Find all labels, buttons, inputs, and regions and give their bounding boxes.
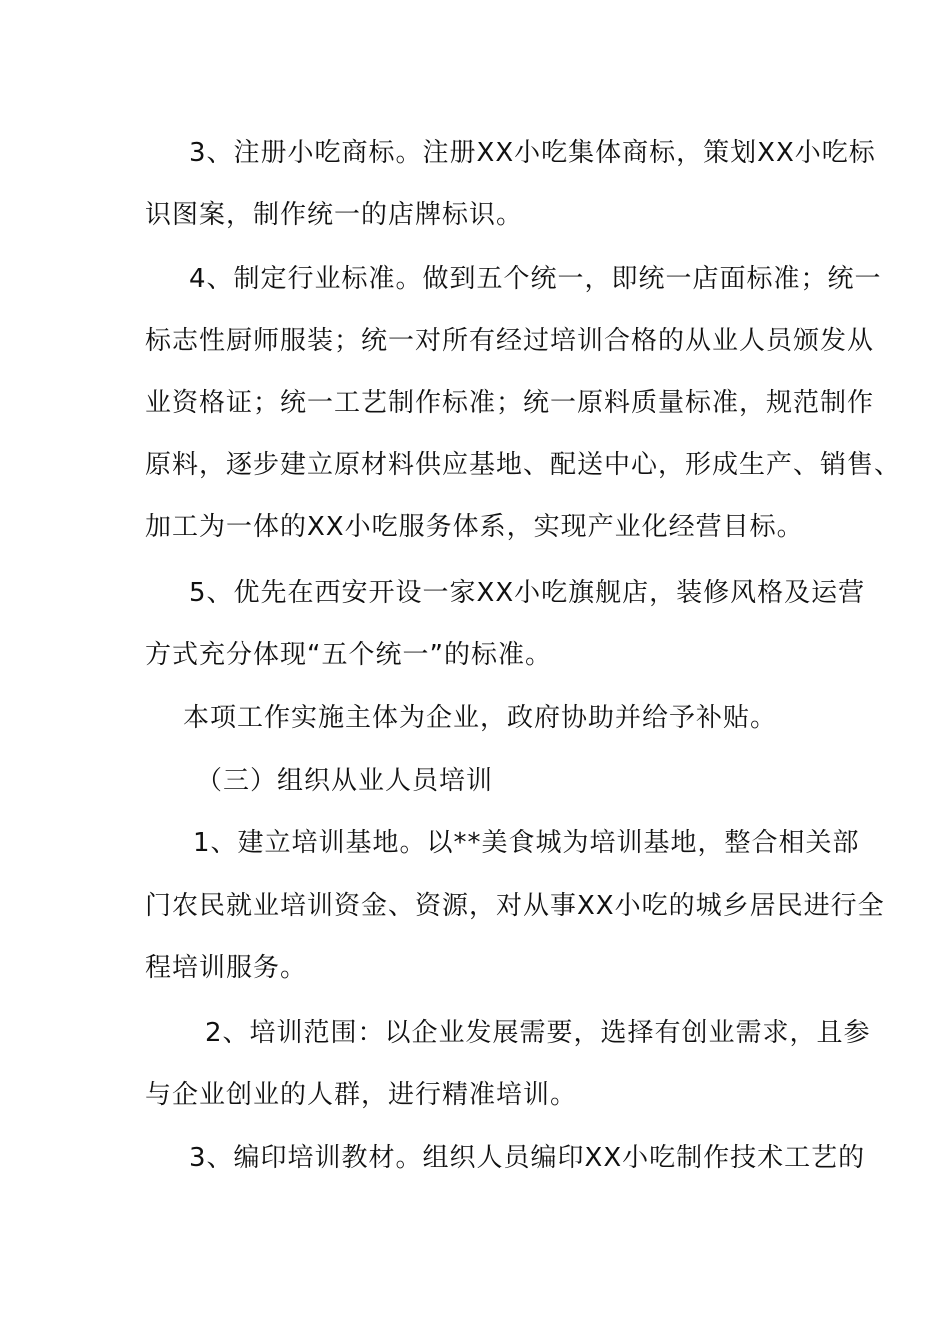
text-line: 加工为一体的XX小吃服务体系，实现产业化经营目标。 bbox=[145, 512, 804, 542]
text-line: 3、编印培训教材。组织人员编印XX小吃制作技术工艺的 bbox=[189, 1143, 866, 1173]
text-line: 4、制定行业标准。做到五个统一，即统一店面标准；统一 bbox=[189, 264, 882, 294]
text-line: 标志性厨师服装；统一对所有经过培训合格的从业人员颁发从 bbox=[145, 326, 875, 356]
text-line: 5、优先在西安开设一家XX小吃旗舰店，装修风格及运营 bbox=[189, 578, 866, 608]
text-line: 识图案，制作统一的店牌标识。 bbox=[145, 200, 524, 230]
text-line: 本项工作实施主体为企业，政府协助并给予补贴。 bbox=[183, 703, 778, 733]
text-line: 程培训服务。 bbox=[145, 953, 308, 983]
text-line: 2、培训范围：以企业发展需要，选择有创业需求，且参 bbox=[205, 1018, 871, 1048]
text-line: 3、注册小吃商标。注册XX小吃集体商标，策划XX小吃标 bbox=[189, 138, 876, 168]
text-line: 与企业创业的人群，进行精准培训。 bbox=[145, 1080, 578, 1110]
text-line: 业资格证；统一工艺制作标准；统一原料质量标准，规范制作 bbox=[145, 388, 875, 418]
text-line: 原料，逐步建立原材料供应基地、配送中心，形成生产、销售、 bbox=[145, 450, 902, 480]
text-line: 1、建立培训基地。以**美食城为培训基地，整合相关部 bbox=[193, 828, 860, 858]
text-line: 方式充分体现“五个统一”的标准。 bbox=[145, 640, 552, 670]
section-title: （三）组织从业人员培训 bbox=[196, 766, 494, 796]
text-line: 门农民就业培训资金、资源，对从事XX小吃的城乡居民进行全 bbox=[145, 891, 885, 921]
